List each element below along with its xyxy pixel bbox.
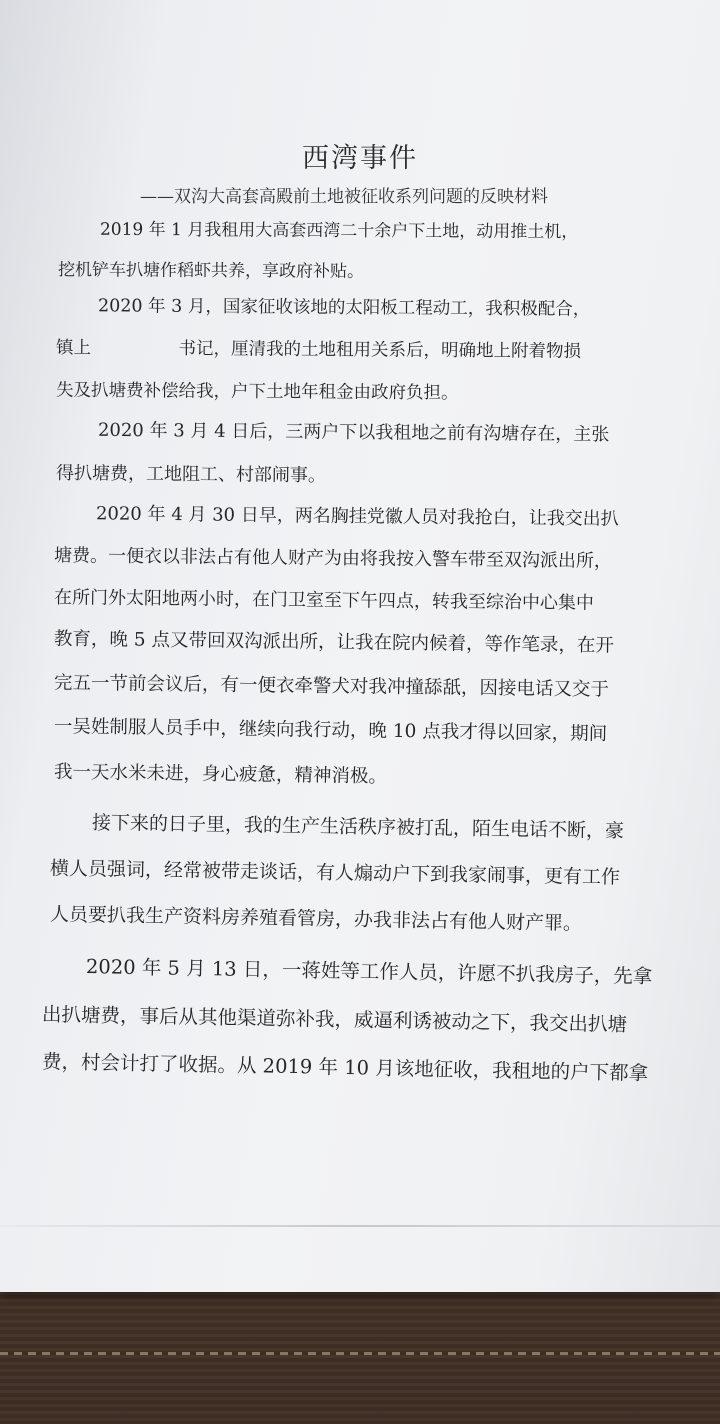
text-line: 2020 年 3 月，国家征收该地的太阳板工程动工，我积极配合， [97,296,591,320]
text-line: 一吴姓制服人员手中，继续向我行动，晚 10 点我才得以回家，期间 [53,716,608,745]
text-line: 人员要扒我生产资料房养殖看管房，办我非法占有他人财产罪。 [49,903,583,935]
text-line: 2020 年 4 月 30 日早，两名胸挂党徽人员对我抢白，让我交出扒 [95,503,619,530]
text-line: 在所门外太阳地两小时，在门卫室至下午四点，转我至综治中心集中 [53,587,595,614]
text-line: 2020 年 3 月 4 日后，三两户下以我租地之前有沟塘存在，主张 [97,419,610,446]
text-line: 费，村会计打了收据。从 2019 年 10 月该地征收，我租地的户下都拿 [41,1050,649,1085]
text-line: 挖机铲车扒塘作稻虾共养，享政府补贴。 [57,260,365,282]
text-line: 镇上 书记，厘清我的土地租用关系后，明确地上附着物损 [55,338,582,362]
text-line: 2020 年 5 月 13 日，一蒋姓等工作人员，许愿不扒我房子，先拿 [85,955,653,988]
paper-fold-line [0,1225,720,1227]
text-line: 横人员强词，经常被带走谈话，有人煽动户下到我家闹事，更有工作 [49,857,621,889]
wooden-surface [0,1292,720,1424]
text-line: 接下来的日子里，我的生产生活秩序被打乱，陌生电话不断，豪 [91,811,625,843]
text-line: 出扒塘费，事后从其他渠道弥补我，威逼利诱被动之下，我交出扒塘 [41,1002,628,1037]
wooden-surface-seam [0,1352,720,1355]
text-line: 塘费。一便衣以非法占有他人财产为由将我按入警车带至双沟派出所， [53,545,613,572]
text-line: 失及扒塘费补偿给我，户下土地年租金由政府负担。 [55,380,459,404]
text-line: 我一天水米未进，身心疲惫，精神消极。 [53,761,388,788]
page-title: 西湾事件 [302,143,418,174]
text-line: 教育，晚 5 点又带回双沟派出所，让我在院内候着，等作笔录，在开 [53,628,615,657]
page-subtitle: ——双沟大高套高殿前土地被征收系列问题的反映材料 [140,187,548,207]
text-line: 得扒塘费，工地阻工、村部闹事。 [55,462,327,487]
text-line: 2019 年 1 月我租用大高套西湾二十余户下土地，动用推土机， [99,219,579,243]
text-line: 完五一节前会议后，有一便衣牵警犬对我冲撞舔舐，因接电话又交于 [53,672,610,701]
